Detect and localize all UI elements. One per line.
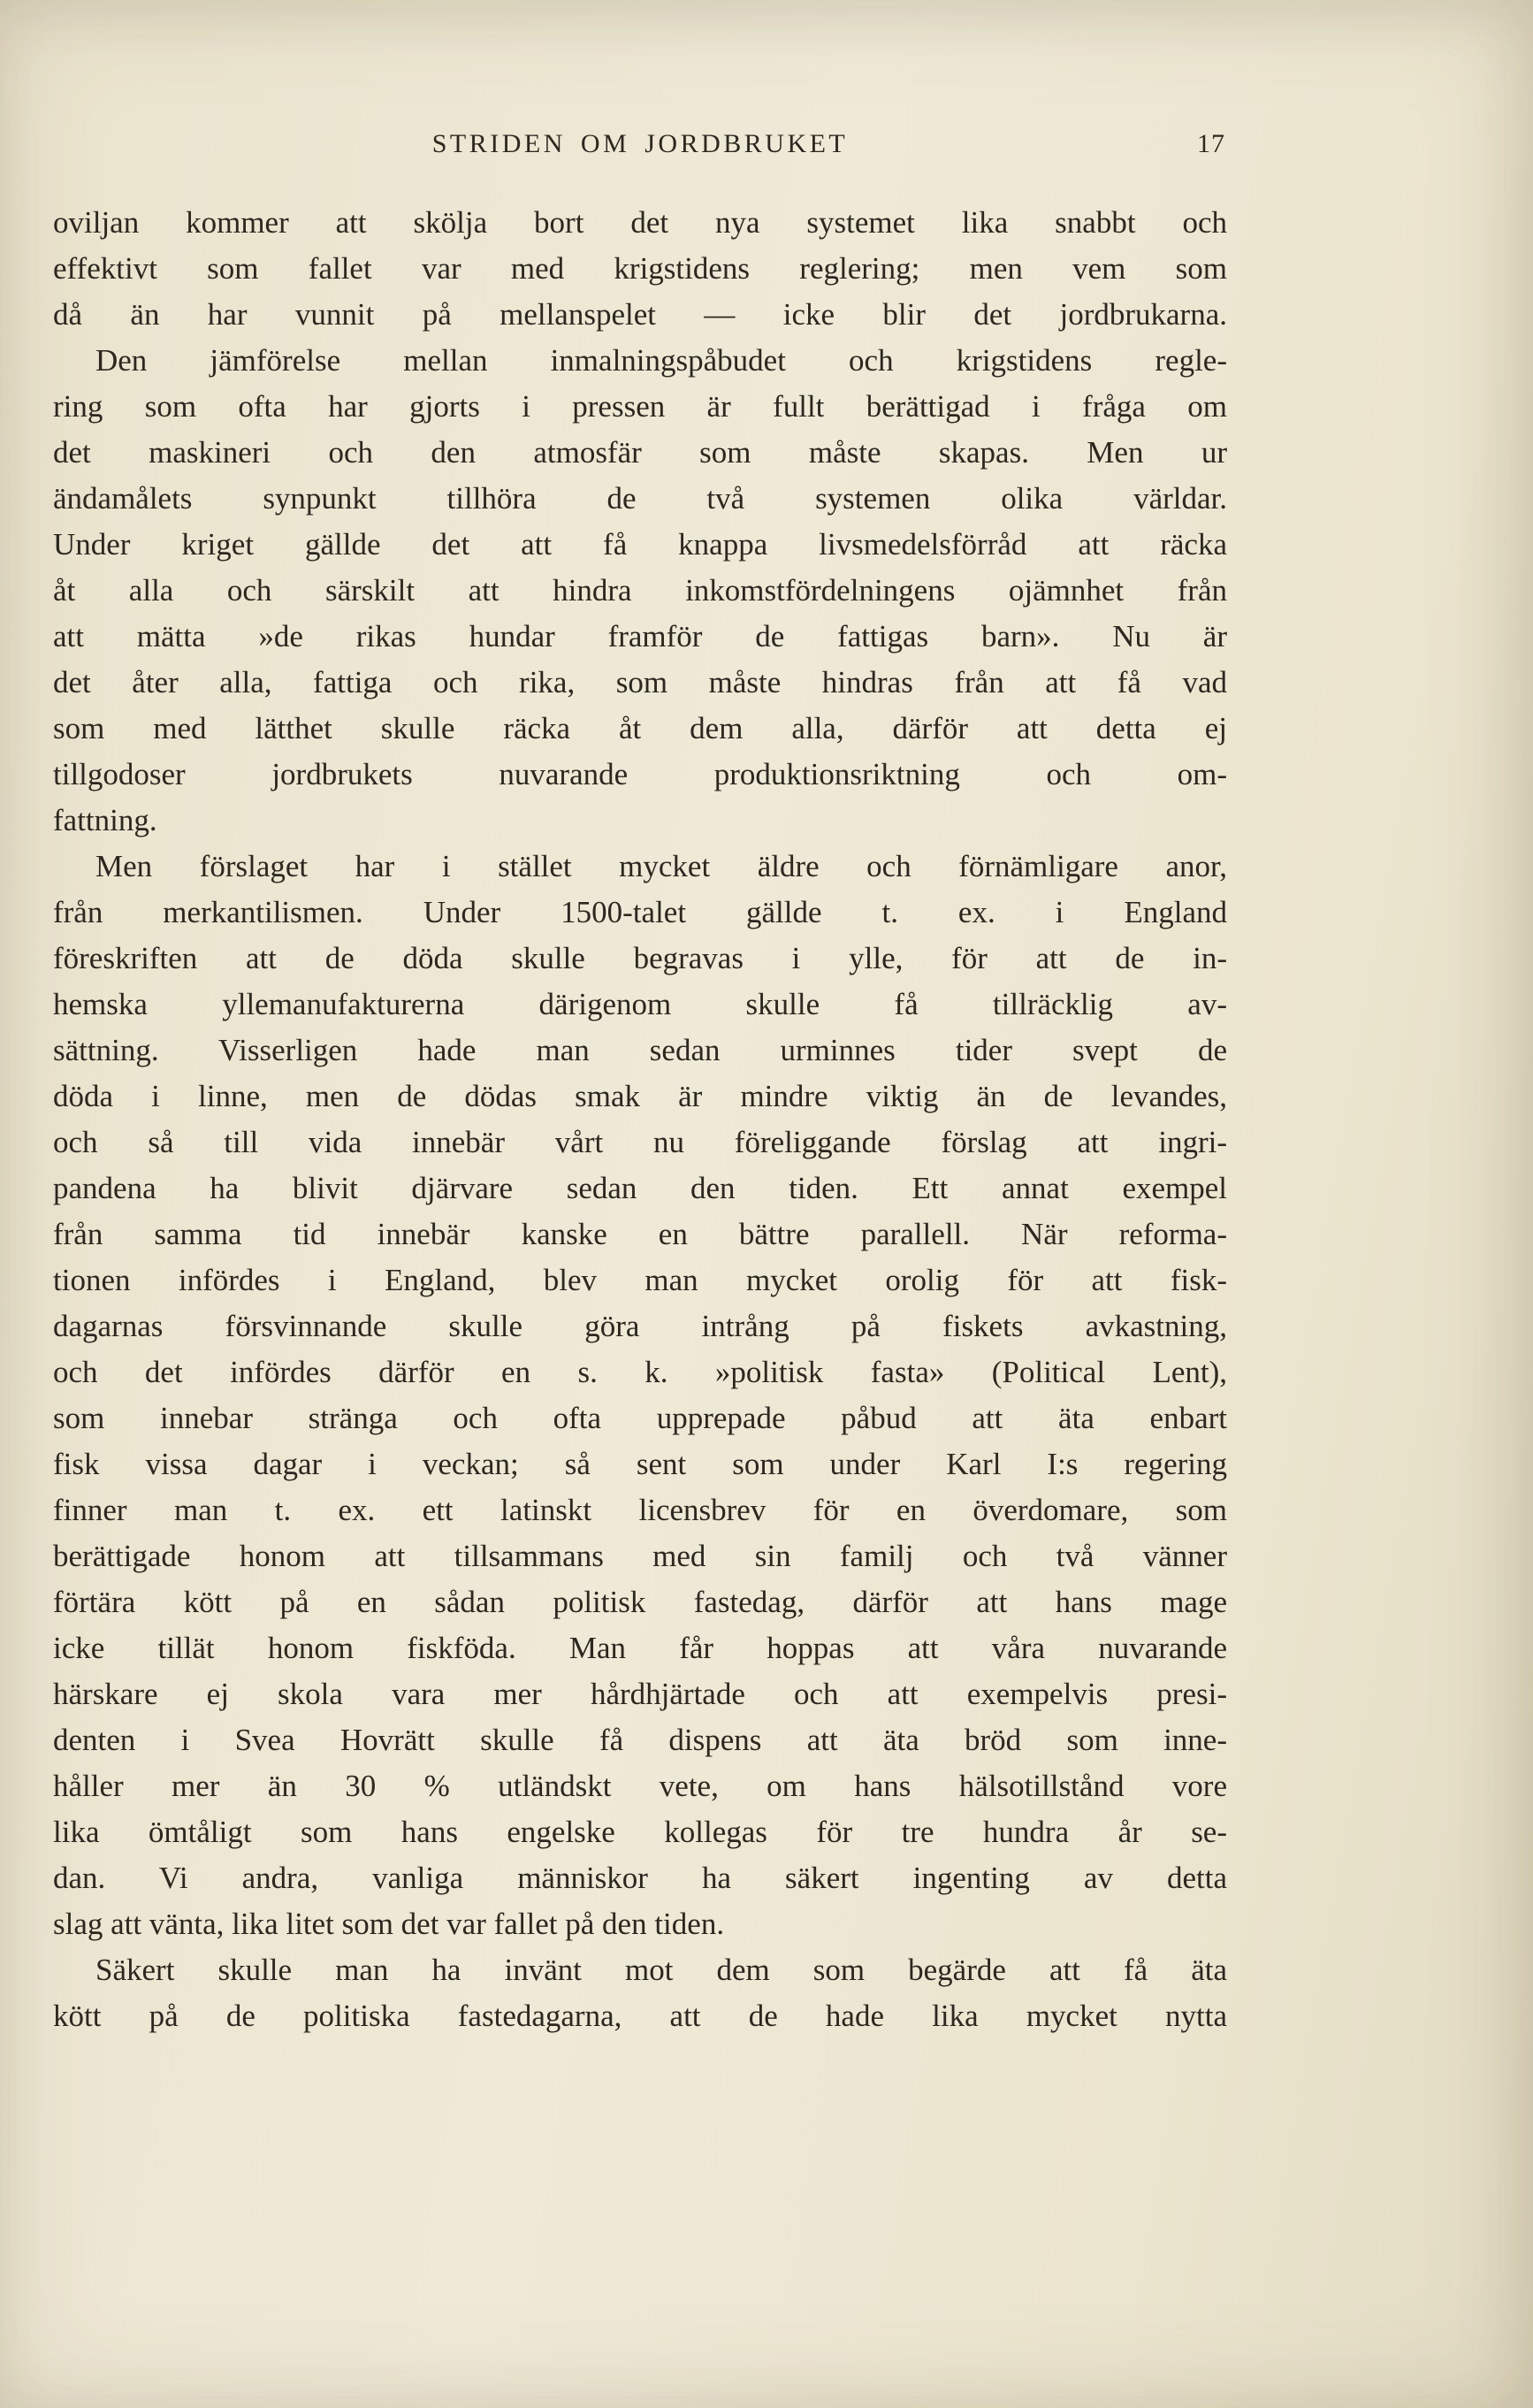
page-number: 17 (1197, 129, 1225, 158)
text-line: effektivt som fallet var med krigstidens reglering; men vem som (53, 251, 1227, 286)
text-line: tillgodoser jordbrukets nuvarande produktionsriktning och om- (53, 757, 1227, 791)
text-line: fisk vissa dagar i veckan; så sent som under Karl I:s regering (53, 1447, 1227, 1481)
text-line: dagarnas försvinnande skulle göra intrång på fiskets avkastning, (53, 1309, 1227, 1343)
text-line: håller mer än 30 % utländskt vete, om hans hälsotillstånd vore (53, 1769, 1227, 1803)
text-line: dan. Vi andra, vanliga människor ha säkert ingenting av detta (53, 1861, 1227, 1895)
text-line: lika ömtåligt som hans engelske kollegas för tre hundra år se- (53, 1815, 1227, 1849)
text-line: fattning. (53, 803, 157, 837)
text-line: denten i Svea Hovrätt skulle få dispens att äta bröd som inne- (53, 1723, 1227, 1757)
text-line: hemska yllemanufakturerna därigenom skulle få tillräcklig av- (53, 987, 1227, 1021)
paragraph (53, 338, 1227, 844)
text-line: och så till vida innebär vårt nu föreliggande förslag att ingri- (53, 1125, 1227, 1159)
text-line: ring som ofta har gjorts i pressen är fullt berättigad i fråga om (53, 389, 1227, 424)
text-line: kött på de politiska fastedagarna, att de hade lika mycket nytta (53, 1999, 1227, 2033)
body-text (53, 200, 1227, 2039)
text-line: Den jämförelse mellan inmalningspåbudet och krigstidens regle- (95, 343, 1227, 378)
text-line: sättning. Visserligen hade man sedan urminnes tider svept de (53, 1033, 1227, 1067)
text-line: från samma tid innebär kanske en bättre parallell. När reforma- (53, 1217, 1227, 1251)
running-title: STRIDEN OM JORDBRUKET (431, 129, 849, 158)
text-line: ändamålets synpunkt tillhöra de två systemen olika världar. (53, 481, 1227, 516)
text-line: slag att vänta, lika litet som det var fallet på den tiden. (53, 1907, 725, 1941)
paragraph (53, 1947, 1227, 2039)
text-line: att mätta »de rikas hundar framför de fattigas barn». Nu är (53, 619, 1227, 654)
page-header (53, 129, 1227, 175)
text-line: som med lätthet skulle räcka åt dem alla, därför att detta ej (53, 711, 1227, 745)
text-line: som innebar stränga och ofta upprepade påbud att äta enbart (53, 1401, 1227, 1435)
text-line: det åter alla, fattiga och rika, som måste hindras från att få vad (53, 665, 1227, 699)
text-block (53, 129, 1227, 2039)
text-line: förtära kött på en sådan politisk fastedag, därför att hans mage (53, 1585, 1227, 1619)
text-line: föreskriften att de döda skulle begravas i ylle, för att de in- (53, 941, 1227, 975)
text-line: pandena ha blivit djärvare sedan den tiden. Ett annat exempel (53, 1171, 1227, 1205)
text-line: och det infördes därför en s. k. »politisk fasta» (Political Lent), (53, 1355, 1227, 1389)
text-line: Under kriget gällde det att få knappa livsmedelsförråd att räcka (53, 527, 1227, 562)
text-line: icke tillät honom fiskföda. Man får hoppas att våra nuvarande (53, 1631, 1227, 1665)
text-line: finner man t. ex. ett latinskt licensbrev för en överdomare, som (53, 1493, 1227, 1527)
text-line: berättigade honom att tillsammans med sin familj och två vänner (53, 1539, 1227, 1573)
text-line: härskare ej skola vara mer hårdhjärtade och att exempelvis presi- (53, 1677, 1227, 1711)
text-line: Men förslaget har i stället mycket äldre och förnämligare anor, (95, 849, 1227, 883)
text-line: Säkert skulle man ha invänt mot dem som begärde att få äta (95, 1953, 1227, 1987)
text-line: döda i linne, men de dödas smak är mindre viktig än de levandes, (53, 1079, 1227, 1113)
text-line: då än har vunnit på mellanspelet — icke blir det jordbrukarna. (53, 297, 1227, 332)
text-line: det maskineri och den atmosfär som måste skapas. Men ur (53, 435, 1227, 470)
paragraph (53, 200, 1227, 338)
text-line: åt alla och särskilt att hindra inkomstfördelningens ojämnhet från (53, 573, 1227, 608)
paragraph (53, 844, 1227, 1947)
text-line: oviljan kommer att skölja bort det nya systemet lika snabbt och (53, 205, 1227, 240)
text-line: från merkantilismen. Under 1500-talet gällde t. ex. i England (53, 895, 1227, 929)
text-line: tionen infördes i England, blev man mycket orolig för att fisk- (53, 1263, 1227, 1297)
